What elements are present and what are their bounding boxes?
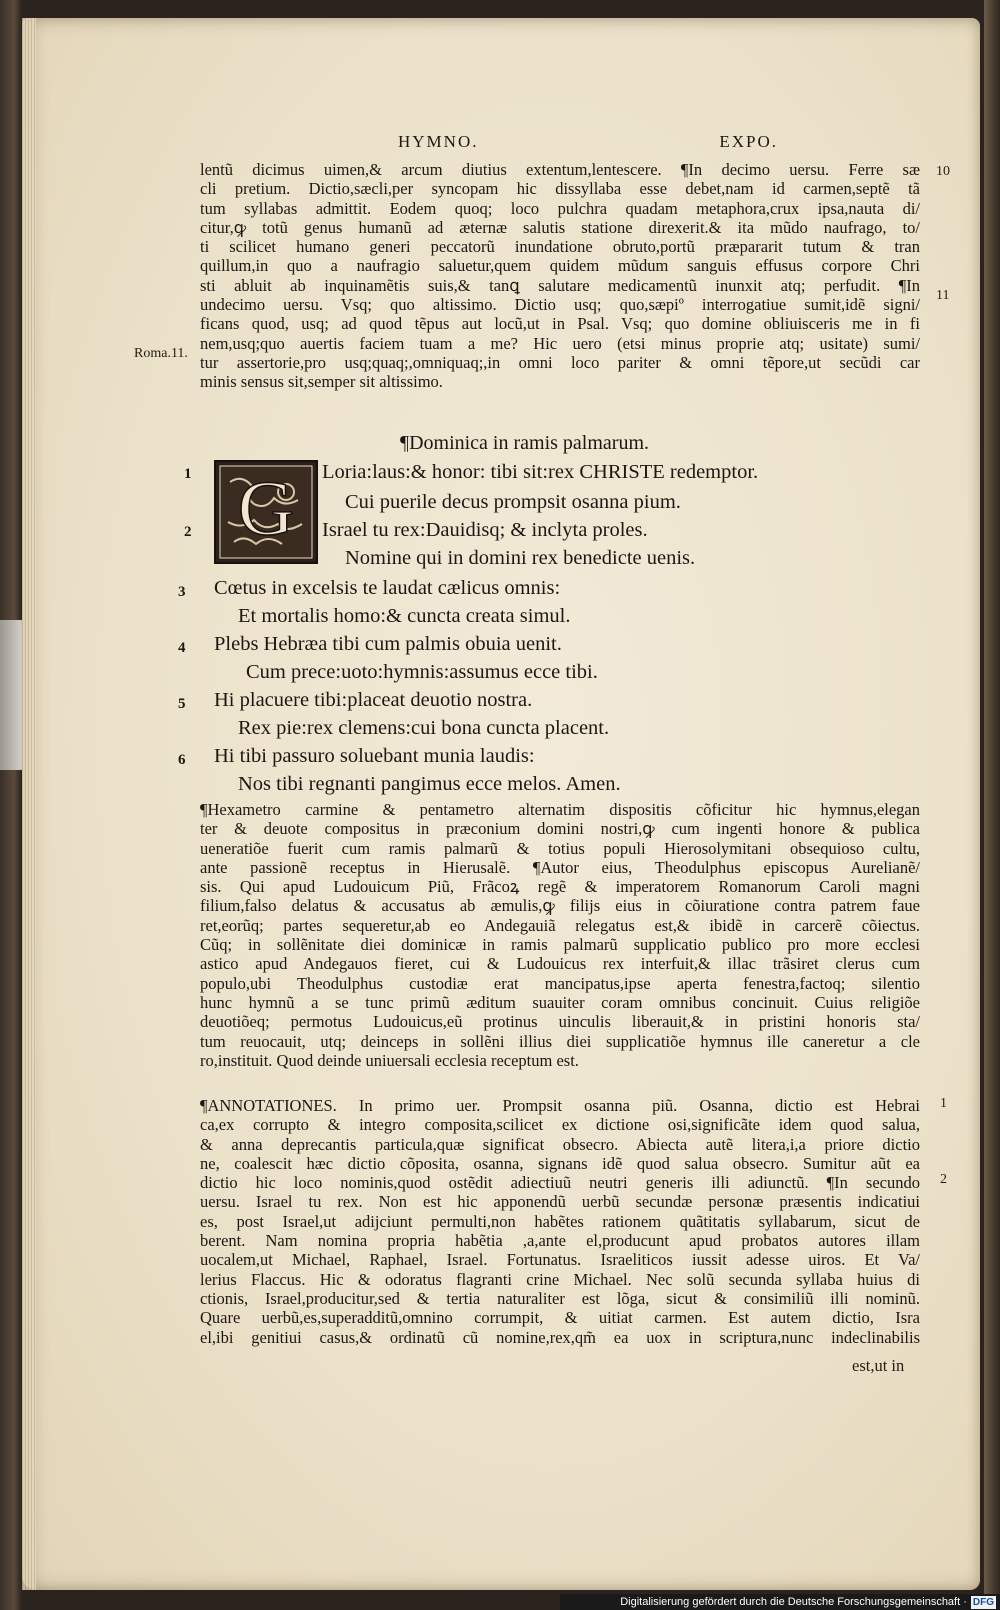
- annotation-line: es, post Israel,ut adijciunt permulti,non habẽtes rationem quãtitatis syllabarum, sicut de: [200, 1211, 920, 1231]
- commentary-line: Cũq; in sollẽnitate diei dominicæ in ramis palmarũ supplicatio publico pro more ecclesi: [200, 935, 920, 955]
- dfg-logo: DFG: [972, 1596, 994, 1608]
- hymn-line: Nomine qui in domini rex benedicte uenis.: [345, 547, 696, 569]
- verse-number: 4: [178, 640, 186, 656]
- commentary-line: tum syllabas admittit. Eodem quoq; loco pulchra quadam metaphora,crux ipsa,nauta di/: [200, 198, 920, 218]
- commentary-line: deuotiõeq; permotus Ludouicus,eũ protinus uinculis liberauit,& in pristini honoris sta/: [200, 1012, 920, 1032]
- commentary-line: quillum,in quo a naufragio saluetur,quem quidem mũdum sanguis effusus corpore Chri: [200, 256, 920, 276]
- commentary-line: ret,eorũq; partes sequeretur,ab eo Andegauiã relegatus est,& ibidẽ in carcerẽ cõiectus.: [200, 915, 920, 935]
- annotation-line: & anna deprecantis particula,quæ significat obsecro. Abiecta autẽ litera,i,a priore dictio: [200, 1134, 920, 1154]
- verse-number: 1: [184, 466, 192, 482]
- hymn-line: Hi placuere tibi:placeat deuotio nostra.: [214, 689, 533, 711]
- hymn-line: Plebs Hebræa tibi cum palmis obuia uenit.: [214, 633, 562, 655]
- commentary-line: citur,ꝙ totũ genus humanũ ad æternæ salutis statione direxerit.& ita mũdo naufrago, to/: [200, 217, 920, 237]
- annotation-line: ctionis, Israel,producitur,sed & tertia naturaliter est lõga, sicut & consimiliũ illi nominũ.: [200, 1288, 920, 1308]
- commentary-line: cli pretium. Dictio,sæcli,per syncopam hic dissyllaba esse debet,nam id carmen,septẽ tã: [200, 179, 920, 199]
- commentary-line: astico apud Andegauos fieret, cui & Ludouicus rex interfuit,& illac trãsiret clerus cum: [200, 954, 920, 974]
- commentary-line: ¶Hexametro carmine & pentametro alternatim dispositis cõficitur hic hymnus,elegan: [200, 800, 920, 819]
- commentary-line: undecimo uersu. Vsq; quo altissimo. Dictio usq; quo,sæpiº interrogatiue sumit,idẽ signi/: [200, 295, 920, 315]
- commentary-line: filium,falso delatus & accusatus ab æmulis,ꝙ filijs eius in cõiuratione contra patrem faue: [200, 896, 920, 916]
- annotation-line: uocalem,ut Michael, Raphael, Israel. Fortunatus. Israeliticos iussit adesse uiros. Et Va/: [200, 1250, 920, 1270]
- hymn-line: Cum prece:uoto:hymnis:assumus ecce tibi.: [246, 661, 598, 683]
- hymn-line: Rex pie:rex clemens:cui bona cuncta placent.: [238, 717, 610, 739]
- commentary-line: lentũ dicimus uimen,& arcum diutius extentum,lentescere. ¶In decimo uersu. Ferre sæ: [200, 160, 920, 179]
- hymn-line: Nos tibi regnanti pangimus ecce melos. Amen.: [238, 773, 621, 795]
- annotations: [200, 1096, 920, 1347]
- cover-edge: [984, 0, 1000, 1610]
- running-head: [398, 132, 778, 152]
- hymn-line: Israel tu rex:Dauidisq; & inclyta proles.: [322, 519, 648, 541]
- running-head-right: EXPO.: [719, 132, 778, 151]
- page-edge-shading: [22, 18, 36, 1590]
- margin-number-11: 11: [936, 288, 950, 303]
- hymn-line: Cui puerile decus prompsit osanna pium.: [345, 491, 681, 513]
- commentary-hymn: [200, 800, 920, 1070]
- commentary-line: ficans quod, usq; ad quod tẽpus aut locũ,ut in Psal. Vsq; quo domine obliuisceris me in fi: [200, 314, 920, 334]
- section-title: ¶Dominica in ramis palmarum.: [400, 432, 650, 454]
- hymn-line: Et mortalis homo:& cuncta creata simul.: [238, 605, 571, 627]
- commentary-line: ro,instituit. Quod deinde uniuersali ecclesia receptum est.: [200, 1050, 579, 1070]
- commentary-line: ti scilicet humano generi peccatorũ inundatione obruto,portũ præpararit tutum & tran: [200, 237, 920, 257]
- commentary-line: nem,usq;quo auertis faciem tuam a me? Hic uero (etsi minus proprie atq; usitate) sumi/: [200, 333, 920, 353]
- commentary-line: tum reuocauit, utq; deinceps in sollẽni illius diei supplicatiõe hymnus ille caneretur a cle: [200, 1031, 920, 1051]
- verse-number: 2: [184, 524, 192, 540]
- initial-letter: G: [237, 464, 295, 551]
- hymn-line: Loria:laus:& honor: tibi sit:rex CHRISTE redemptor.: [322, 461, 759, 483]
- verse-number: 5: [178, 696, 186, 712]
- commentary-line: ueneratiõe fuerit cum ramis palmarũ & totius populi Hierosolymitani obsequioso cultu,: [200, 838, 920, 858]
- commentary-line: sis. Qui apud Ludouicum Piũ, Frãcoꝝ regẽ & imperatorem Romanorum Caroli magni: [200, 877, 920, 897]
- commentary-top: [200, 160, 920, 392]
- commentary-line: ter & deuote compositus in præconium domini nostri,ꝙ cum ingenti honore & publica: [200, 819, 920, 839]
- annotation-line: lerius Flaccus. Hic & odoratus flagranti crine Michael. Nec solũ secunda syllaba huius di: [200, 1269, 920, 1289]
- footer-text: Digitalisierung gefördert durch die Deutsche Forschungsgemeinschaft ·: [620, 1596, 967, 1608]
- commentary-line: minis sensus sit,semper sit altissimo.: [200, 372, 443, 392]
- margin-note-roma: Roma.11.: [134, 346, 188, 361]
- running-head-left: HYMNO.: [398, 132, 479, 151]
- decorated-initial: [214, 460, 318, 564]
- verse-number: 3: [178, 584, 186, 600]
- annotation-line: dictio hic loco nominis,quod ostẽdit adiectiuũ neutri generis illi adiunctũ. ¶In secundo: [200, 1173, 920, 1193]
- verse-number: 6: [178, 752, 186, 768]
- annotation-line: el,ibi genitiui casus,& ordinatũ cũ nomine,rex,qm̃ ea uox in scriptura,nunc indeclinabilis: [200, 1327, 920, 1347]
- annotation-line: Quare uerbũ,es,superadditũ,omnino corrumpit, & uitiat carmen. Est autem dictio, Isra: [200, 1308, 920, 1328]
- commentary-line: populo,ubi Theodulphus custodiæ erat mancipatus,ipse aperta fenestra,factoq; silentio: [200, 973, 920, 993]
- hymn-line: Cœtus in excelsis te laudat cælicus omnis:: [214, 577, 561, 599]
- annotation-line: ca,ex corrupto & integro composita,scilicet ex dictione osi,significãte idem quod salua,: [200, 1115, 920, 1135]
- annotation-line: ne, coalescit hæc dictio cõposita, osanna, signans idẽ quod salua obsecro. Sumitur aũt ea: [200, 1153, 920, 1173]
- margin-number-10: 10: [936, 164, 950, 179]
- margin-number-2: 2: [940, 1172, 947, 1187]
- margin-number-1: 1: [940, 1096, 947, 1111]
- hymn-line: Hi tibi passuro soluebant munia laudis:: [214, 745, 535, 767]
- catchword: est,ut in: [852, 1356, 905, 1375]
- annotation-line: berent. Nam nomina propria habẽtia ,a,ante el,producunt apud probatos autores illam: [200, 1231, 920, 1251]
- commentary-line: ante passionẽ receptus in Hierusalẽ. ¶Autor eius, Theodulphus episcopus Aurelianẽ/: [200, 857, 920, 877]
- commentary-line: sti abluit ab inquinamẽtis suis,& tanꝗ salutare medicamentũ inunxit atq; perfudit. ¶In: [200, 275, 920, 295]
- annotation-line: ¶ANNOTATIONES. In primo uer. Prompsit osanna piũ. Osanna, dictio est Hebrai: [200, 1096, 920, 1115]
- commentary-line: tur assertorie,pro usq;quaq;,omniquaq;,in omni loco pariter & omni tẽpore,ut secũdi car: [200, 352, 920, 372]
- funding-footer: [560, 1594, 1000, 1610]
- commentary-line: hunc hymnũ a se tunc primũ æditum suauiter coram omnibus concinuit. Cuius religiõe: [200, 992, 920, 1012]
- annotation-line: uersu. Israel tu rex. Non est hic apponendũ uerbũ secundæ personæ præsentis indicatiui: [200, 1192, 920, 1212]
